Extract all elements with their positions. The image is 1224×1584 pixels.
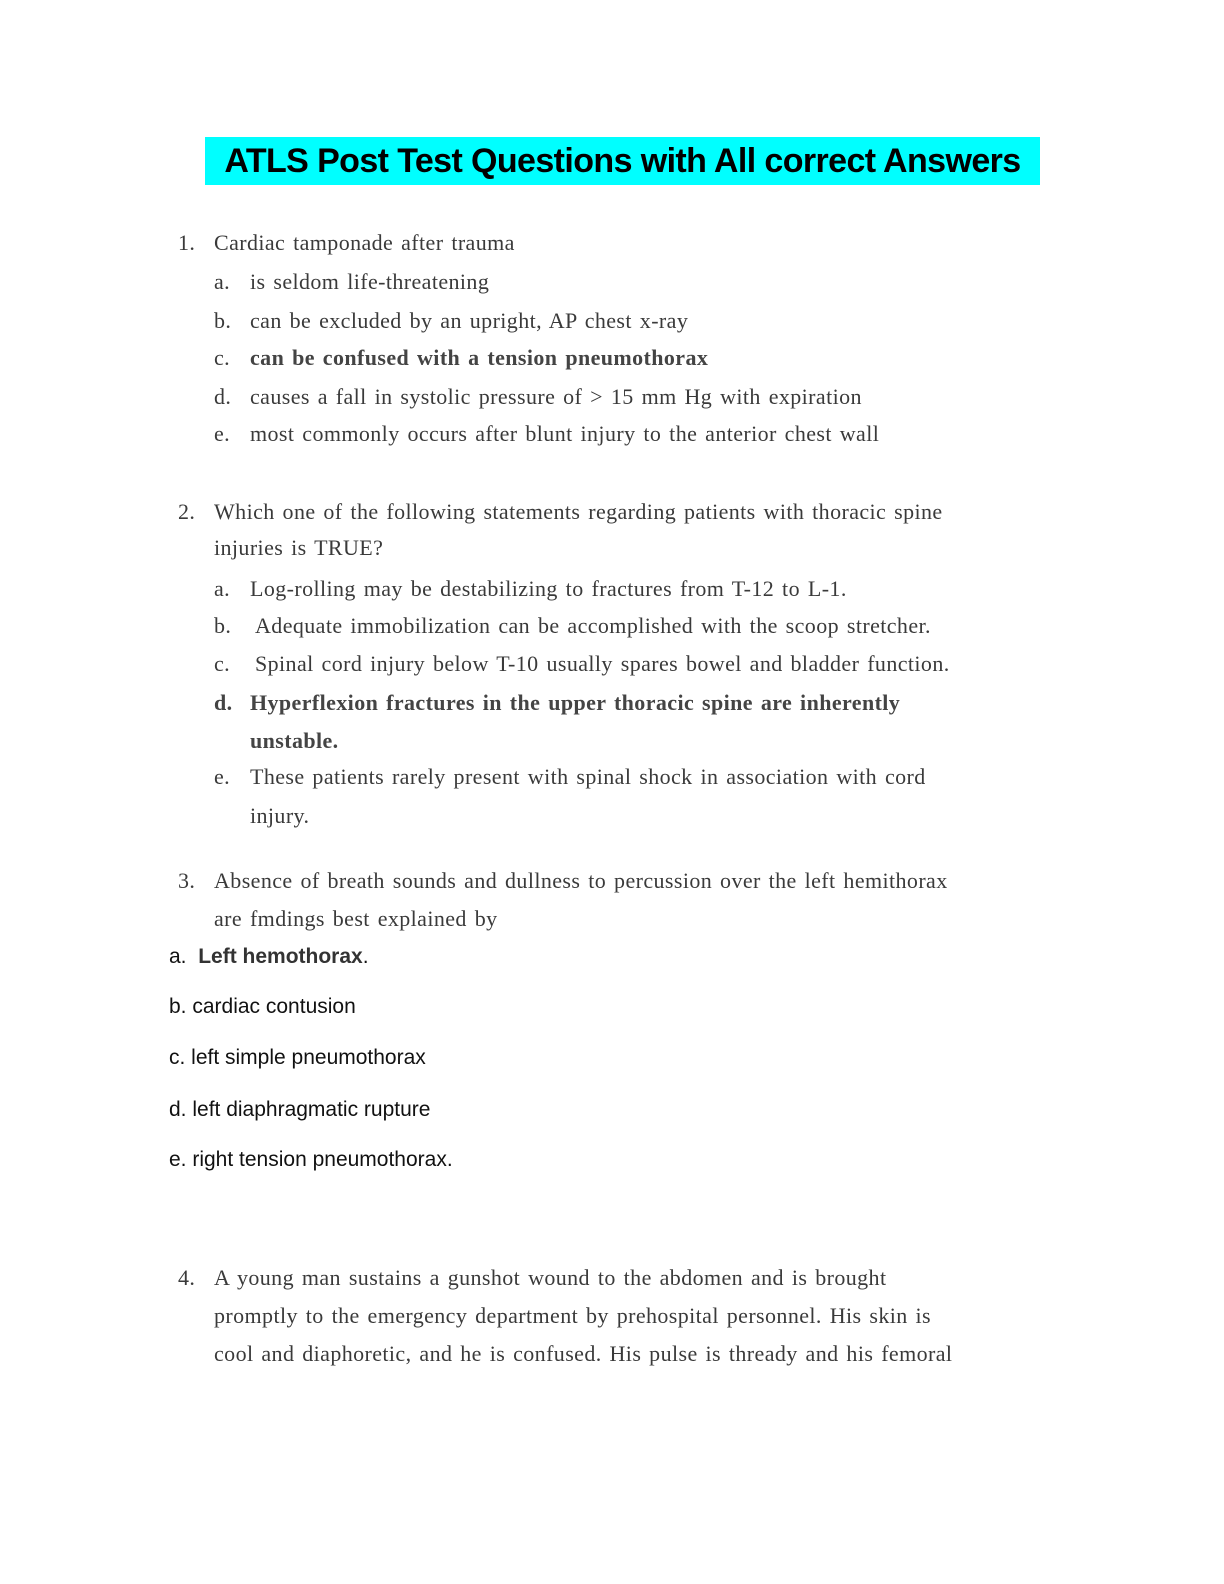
question-3-number: 3. — [178, 868, 196, 893]
q2-option-e-text-line-2: injury. — [250, 803, 310, 828]
q2-option-e-letter: e. — [214, 764, 231, 789]
question-1-number: 1. — [178, 230, 196, 255]
q3-option-a — [169, 944, 369, 970]
question-4-number: 4. — [178, 1265, 196, 1290]
question-4-text-line-1: A young man sustains a gunshot wound to the abdomen and is brought — [214, 1265, 887, 1290]
q2-option-a-text: Log-rolling may be destabilizing to fractures from T-12 to L-1. — [250, 576, 847, 601]
q2-option-d-text-correct-line-2: unstable. — [250, 728, 339, 753]
question-2-number: 2. — [178, 499, 196, 524]
q1-option-d-text: causes a fall in systolic pressure of > 15 mm Hg with expiration — [250, 384, 862, 409]
q2-option-d-letter: d. — [214, 690, 233, 715]
q2-option-c-text: Spinal cord injury below T-10 usually spares bowel and bladder function. — [255, 651, 950, 676]
q1-option-e-letter: e. — [214, 421, 231, 446]
question-2-text-line-1: Which one of the following statements regarding patients with thoracic spine — [214, 499, 943, 524]
q2-option-c-letter: c. — [214, 651, 231, 676]
q1-option-c-text-correct: can be confused with a tension pneumothorax — [250, 345, 709, 370]
question-2-text-line-2: injuries is TRUE? — [214, 535, 384, 560]
q3-option-a-prefix: a. — [169, 945, 199, 968]
q3-option-e: e. right tension pneumothorax. — [169, 1148, 453, 1171]
q2-option-d-text-correct: Hyperflexion fractures in the upper thoracic spine are inherently — [250, 690, 901, 715]
q2-option-b-letter: b. — [214, 613, 232, 638]
q3-option-a-suffix: . — [362, 945, 369, 968]
page-title: ATLS Post Test Questions with All correct Answers — [205, 137, 1040, 185]
q3-option-b: b. cardiac contusion — [169, 995, 356, 1018]
question-4-text-line-2: promptly to the emergency department by prehospital personnel. His skin is — [214, 1303, 932, 1328]
q2-option-b-text: Adequate immobilization can be accomplished with the scoop stretcher. — [255, 613, 931, 638]
q1-option-b-letter: b. — [214, 308, 232, 333]
question-3-text-line-2: are fmdings best explained by — [214, 906, 498, 931]
q2-option-e-text: These patients rarely present with spinal shock in association with cord — [250, 764, 926, 789]
question-4-text-line-3: cool and diaphoretic, and he is confused. His pulse is thready and his femoral — [214, 1341, 953, 1366]
q3-option-d: d. left diaphragmatic rupture — [169, 1098, 431, 1121]
q1-option-d-letter: d. — [214, 384, 232, 409]
q3-option-a-text-correct: Left hemothorax — [198, 945, 363, 968]
question-1-text: Cardiac tamponade after trauma — [214, 230, 515, 255]
q1-option-a-text: is seldom life-threatening — [250, 269, 490, 294]
q3-option-c: c. left simple pneumothorax — [169, 1046, 426, 1069]
question-3-text-line-1: Absence of breath sounds and dullness to percussion over the left hemithorax — [214, 868, 948, 893]
q1-option-e-text: most commonly occurs after blunt injury to the anterior chest wall — [250, 421, 880, 446]
q1-option-a-letter: a. — [214, 269, 231, 294]
q1-option-b-text: can be excluded by an upright, AP chest x-ray — [250, 308, 689, 333]
q1-option-c-letter: c. — [214, 345, 231, 370]
q2-option-a-letter: a. — [214, 576, 231, 601]
